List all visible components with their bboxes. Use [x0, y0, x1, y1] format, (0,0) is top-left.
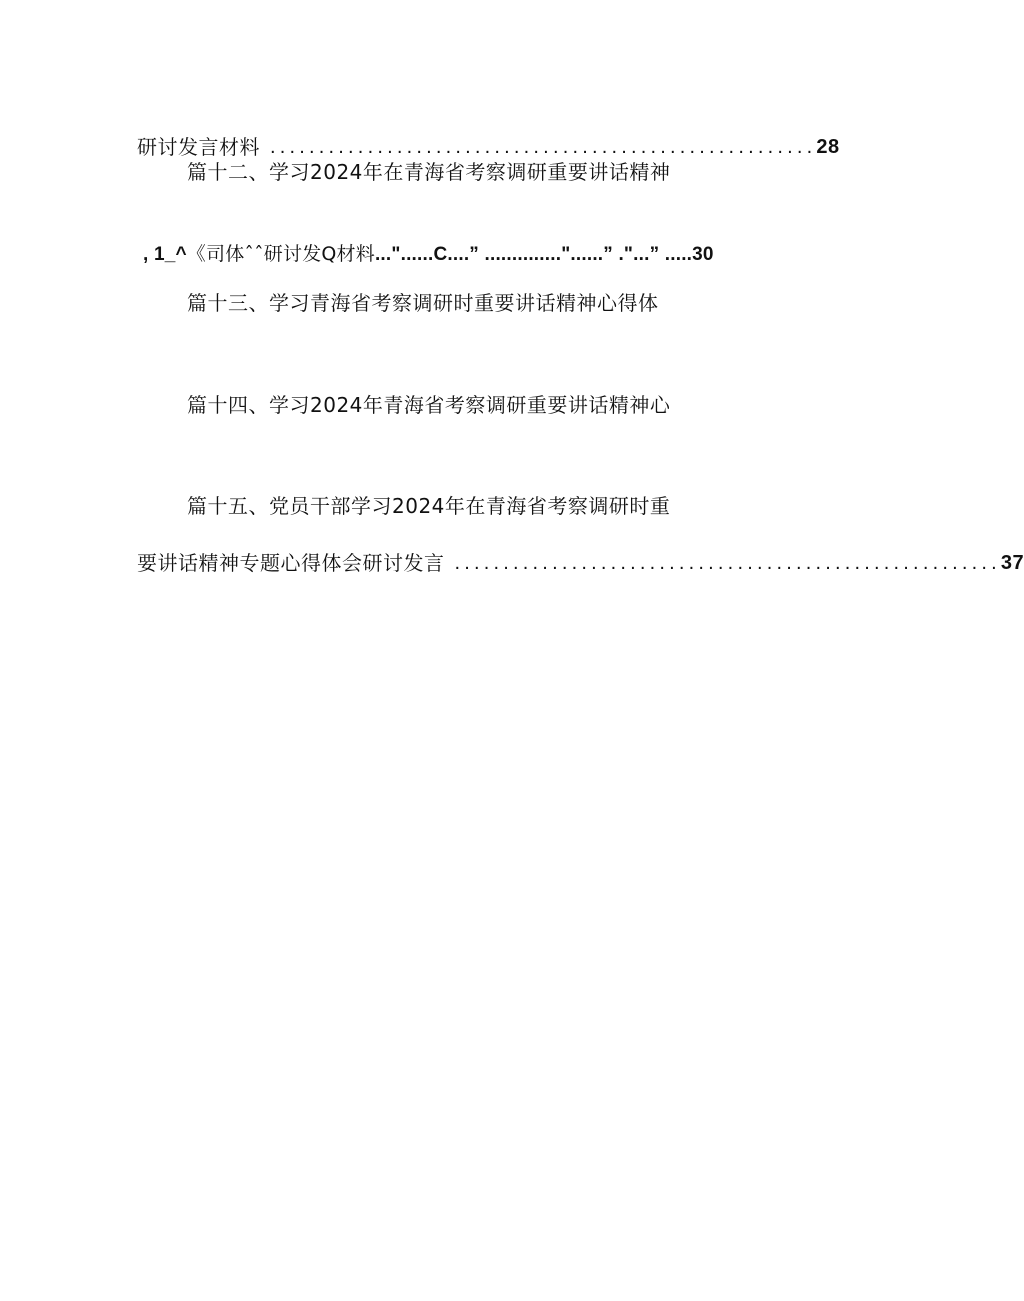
toc-entry-thirteen[interactable]: 篇十三、学习青海省考察调研时重要讲话精神心得体: [187, 291, 659, 315]
toc-entry-text: 要讲话精神专题心得体会研讨发言: [137, 551, 445, 575]
toc-entry-garbled-30[interactable]: [143, 242, 714, 267]
toc-entry-text: 研讨发言材料: [137, 135, 260, 159]
toc-leader-dots: ........................................................: [270, 136, 817, 158]
toc-entry-continuation-37[interactable]: [137, 551, 1024, 575]
toc-leader-dots: ........................................................: [454, 552, 1001, 574]
toc-entry-fifteen[interactable]: 篇十五、党员干部学习2024年在青海省考察调研时重: [187, 494, 671, 518]
toc-garbled-prefix: , 1_^: [143, 244, 187, 265]
toc-page-number: 37: [1000, 552, 1024, 574]
toc-garbled-text: 《司体ˆˆ研讨发Q材料: [186, 243, 375, 265]
toc-entry-continuation-28[interactable]: [137, 135, 840, 159]
toc-garbled-tail: ..."......C....” .............."......” ."...” .....30: [374, 244, 714, 265]
toc-entry-fourteen[interactable]: 篇十四、学习2024年青海省考察调研重要讲话精神心: [187, 393, 671, 417]
toc-entry-twelve[interactable]: 篇十二、学习2024年在青海省考察调研重要讲话精神: [187, 160, 671, 184]
toc-page-number: 28: [816, 136, 840, 158]
